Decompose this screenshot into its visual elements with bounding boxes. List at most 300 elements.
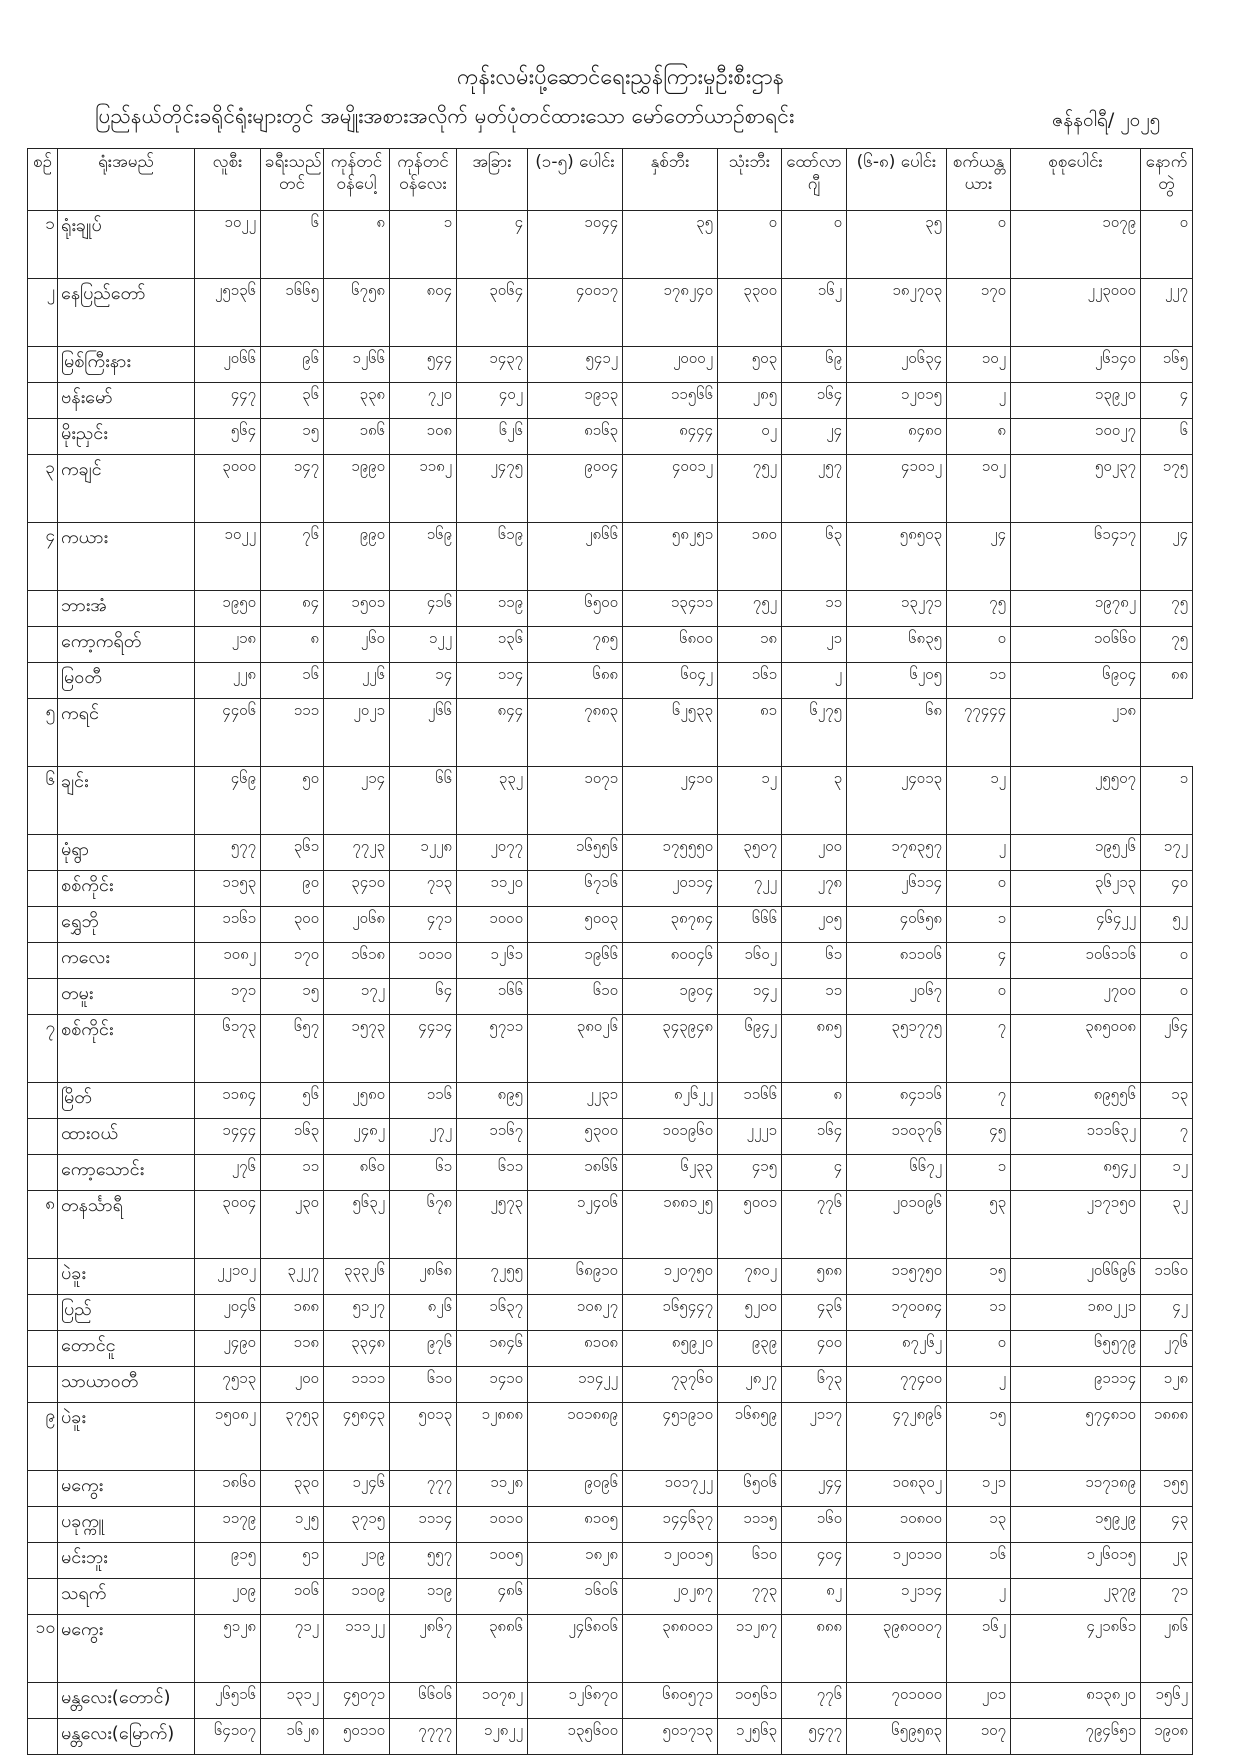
table-cell: ၁၁၆၁ [195, 907, 261, 943]
column-header: ထော်လာဂျီ [782, 149, 847, 211]
table-cell: ၉၉၀ [324, 523, 390, 591]
table-cell: ၁၀၀၂၇ [1011, 419, 1141, 455]
table-cell: ၁၀၁၀ [457, 1507, 528, 1543]
table-cell: ၂၆၅၁၆ [195, 1683, 261, 1719]
table-cell: ၄၂၁၈၆၁ [1011, 1615, 1141, 1683]
office-name: ကချင် [58, 455, 195, 523]
table-cell: ၅၈၂၅၁ [623, 523, 718, 591]
table-cell: ၆၉၀၄ [1011, 663, 1141, 699]
table-cell: ၂၁၄ [324, 767, 390, 835]
column-header: သုံးဘီး [718, 149, 782, 211]
table-cell: ၁၇၈၃၅၇ [847, 835, 947, 871]
table-cell: ၂ [782, 663, 847, 699]
table-cell: ၁၇၂ [1141, 835, 1193, 871]
office-name: စစ်ကိုင်း [58, 871, 195, 907]
table-cell: ၁၇၅၅၅၀ [623, 835, 718, 871]
table-cell: ၆၁၇၃ [195, 1015, 261, 1083]
table-cell: ၁၂၁၁၄ [847, 1579, 947, 1615]
row-number [28, 943, 58, 979]
table-cell: ၂၀၅ [782, 907, 847, 943]
row-number [28, 1155, 58, 1191]
office-name: မကွေး [58, 1615, 195, 1683]
table-cell: ၈၀၄ [390, 279, 457, 347]
table-cell: ၇၂၀ [390, 383, 457, 419]
table-cell: ၁၀၂ [947, 455, 1011, 523]
table-cell: ၂၀၁၀၉၆ [847, 1191, 947, 1259]
table-cell: ၂၄၄ [782, 1471, 847, 1507]
table-cell: ၁၃၉၂၀ [1011, 383, 1141, 419]
table-cell: ၃၈၈၆ [457, 1615, 528, 1683]
table-cell: ၆၂၃၃ [623, 1155, 718, 1191]
row-number [28, 1119, 58, 1155]
table-cell: ၅၆၃၂ [324, 1191, 390, 1259]
table-cell: ၁၀၄၄ [528, 211, 623, 279]
table-cell: ၃၃၃၂၆ [324, 1259, 390, 1295]
table-cell: ၄၈၆ [457, 1579, 528, 1615]
table-cell: ၈၈၅ [782, 1015, 847, 1083]
table-cell: ၁၂၅၆၃ [718, 1719, 782, 1755]
table-cell: ၁၂၆၀၁၅ [1011, 1543, 1141, 1579]
table-cell: ၆၁ [390, 1155, 457, 1191]
table-cell: ၁၃၅၆၀၀ [528, 1719, 623, 1755]
table-cell: ၈၅၄၂ [1011, 1155, 1141, 1191]
row-number: ၈ [28, 1191, 58, 1259]
table-cell: ၁၁၆၀ [1141, 1259, 1193, 1295]
table-cell: ၇၂၂ [718, 871, 782, 907]
table-cell: ၆၉ [782, 347, 847, 383]
row-number [28, 347, 58, 383]
table-cell: ၅၁ [261, 1543, 324, 1579]
table-cell: ၃၈၈၀၀၁ [623, 1615, 718, 1683]
table-cell: ၂၅၁၃၆ [195, 279, 261, 347]
table-cell: ၁၇၂ [324, 979, 390, 1015]
row-number [28, 907, 58, 943]
table-cell: ၆၅၇ [261, 1015, 324, 1083]
table-row [28, 871, 1193, 907]
table-cell: ၁၆၃ [261, 1119, 324, 1155]
table-cell: ၁၅၉၂၉ [1011, 1507, 1141, 1543]
table-row [28, 1015, 1193, 1083]
table-cell: ၁၂ [947, 767, 1011, 835]
office-name: ပြည် [58, 1295, 195, 1331]
table-cell: ၇၁၃ [390, 871, 457, 907]
column-header: နောက်တွဲ [1141, 149, 1193, 211]
table-row [28, 279, 1193, 347]
table-cell: ၅၈၈ [782, 1259, 847, 1295]
table-cell: ၁၄၄၆၃၇ [623, 1507, 718, 1543]
table-cell: ၁၁ [947, 663, 1011, 699]
table-cell: ၁၆၉ [390, 523, 457, 591]
table-cell: ၈၉၅ [457, 1083, 528, 1119]
table-cell: ၁၁၇၁၈၉ [1011, 1471, 1141, 1507]
table-cell: ၁၆၂ [782, 279, 847, 347]
table-cell: ၅၀၂၃၇ [1011, 455, 1141, 523]
table-cell: ၄၅၁၉၁၀ [623, 1403, 718, 1471]
table-cell: ၄၀၀ [782, 1331, 847, 1367]
table-cell: ၁၉၆၆ [528, 943, 623, 979]
table-cell: ၁၁၄၂၂ [528, 1367, 623, 1403]
table-cell: ၁၈၂၇၀၃ [847, 279, 947, 347]
table-cell: ၄၀၂ [457, 383, 528, 419]
table-row [28, 1191, 1193, 1259]
table-cell: ၅၀၀၁ [718, 1191, 782, 1259]
table-cell: ၆၈၈ [528, 663, 623, 699]
office-name: မြိတ် [58, 1083, 195, 1119]
table-cell: ၁၂၆၆ [324, 347, 390, 383]
table-cell: ၂၀၀ [261, 1367, 324, 1403]
table-cell: ၄၆၉ [195, 767, 261, 835]
table-cell: ၁၇၀ [261, 943, 324, 979]
row-number [28, 871, 58, 907]
table-cell: ၇၀၁၀၀၀ [847, 1683, 947, 1719]
office-name: မိုးညှင်း [58, 419, 195, 455]
table-row [28, 523, 1193, 591]
table-cell: ၅၀၃ [718, 347, 782, 383]
table-cell: ၁၂၄၀၆ [528, 1191, 623, 1259]
table-cell: ၃၅၀၇ [718, 835, 782, 871]
table-cell: ၁၅ [261, 979, 324, 1015]
table-cell: ၁၂၈၂၂ [457, 1719, 528, 1755]
table-row [28, 591, 1193, 627]
table-cell: ၈၄ [261, 591, 324, 627]
table-row [28, 1507, 1193, 1543]
table-cell: ၀ [718, 211, 782, 279]
table-cell: ၂၀၇၇ [457, 835, 528, 871]
table-cell: ၅၃ [947, 1191, 1011, 1259]
table-cell: ၁၂၈၈၈ [457, 1403, 528, 1471]
table-cell: ၁၆၅ [1141, 347, 1193, 383]
table-cell: ၂၄၇၅ [457, 455, 528, 523]
table-cell: ၁၂ [1141, 1155, 1193, 1191]
table-cell: ၁၅ [947, 1259, 1011, 1295]
table-cell: ၈၁ [718, 699, 782, 767]
table-cell: ၁၁ [782, 591, 847, 627]
table-cell: ၅၁၂၈ [195, 1615, 261, 1683]
table-cell: ၂၅၇ [782, 455, 847, 523]
table-cell: ၁၂၂၈ [390, 835, 457, 871]
table-cell: ၆၇၈ [390, 1191, 457, 1259]
column-header: ကုန်တင်ဝန်ပေါ့ [324, 149, 390, 211]
table-cell: ၃၂၂၇ [261, 1259, 324, 1295]
table-cell: ၄၇၂၈၉၆ [847, 1403, 947, 1471]
table-cell: ၆၄ [390, 979, 457, 1015]
table-cell: ၁၈၈၈ [1141, 1403, 1193, 1471]
table-cell: ၇၅ [947, 591, 1011, 627]
table-cell: ၆၈၀၀ [623, 627, 718, 663]
table-row [28, 1683, 1193, 1719]
office-name: ပခုက္ကူ [58, 1507, 195, 1543]
table-cell: ၂၁၈ [1011, 699, 1141, 767]
table-row [28, 1295, 1193, 1331]
table-cell: ၈၅၉၂၀ [623, 1331, 718, 1367]
row-number: ၆ [28, 767, 58, 835]
table-cell: ၁၈၈၁၂၅ [623, 1191, 718, 1259]
table-cell: ၁၆၀၂ [718, 943, 782, 979]
table-cell: ၈၁၁၀၆ [847, 943, 947, 979]
table-cell: ၆၆၆ [718, 907, 782, 943]
table-cell: ၂၄ [947, 523, 1011, 591]
table-cell: ၂၈၆၇ [390, 1615, 457, 1683]
table-cell: ၄၀ [1141, 871, 1193, 907]
office-name: ဘားအံ [58, 591, 195, 627]
table-cell: ၇၇၇ [390, 1471, 457, 1507]
row-number [28, 1543, 58, 1579]
table-cell: ၇၇၆ [782, 1191, 847, 1259]
column-header: အခြား [457, 149, 528, 211]
table-cell: ၁၁၄ [457, 663, 528, 699]
table-cell: ၁၃ [1141, 1083, 1193, 1119]
table-cell: ၁၉၇၈၂ [1011, 591, 1141, 627]
table-cell: ၁၀၂၂ [195, 523, 261, 591]
table-cell: ၀ [947, 1331, 1011, 1367]
table-cell: ၅၈၅၀၃ [847, 523, 947, 591]
table-cell: ၃၃၀ [261, 1471, 324, 1507]
office-name: သရက် [58, 1579, 195, 1615]
table-cell: ၂၇၆ [1141, 1331, 1193, 1367]
table-row [28, 211, 1193, 279]
table-cell: ၂၆၆ [390, 699, 457, 767]
table-row [28, 1403, 1193, 1471]
table-cell: ၀ [782, 211, 847, 279]
table-cell: ၇ [947, 1083, 1011, 1119]
table-cell: ၁၁၆ [390, 1083, 457, 1119]
table-cell: ၂၀၁ [947, 1683, 1011, 1719]
office-name: သာယာဝတီ [58, 1367, 195, 1403]
table-cell: ၈၁၀၈ [528, 1331, 623, 1367]
table-cell: ၁၀၆ [261, 1579, 324, 1615]
table-cell: ၁၀၁၉၆၀ [623, 1119, 718, 1155]
table-cell: ၃၃၄၈ [324, 1331, 390, 1367]
table-cell: ၁၁၈၂ [390, 455, 457, 523]
table-cell: ၁၈၆ [324, 419, 390, 455]
table-row [28, 663, 1193, 699]
table-cell: ၁၁၆၆ [718, 1083, 782, 1119]
table-cell: ၂၀၆၆ [195, 347, 261, 383]
table-cell: ၃၄၃၉၄၈ [623, 1015, 718, 1083]
table-row [28, 1119, 1193, 1155]
table-cell: ၂၈၆ [1141, 1615, 1193, 1683]
table-cell: ၀ [947, 979, 1011, 1015]
table-cell: ၂၂၈ [195, 663, 261, 699]
table-cell: ၆၂၅၃၃ [623, 699, 718, 767]
table-cell: ၁၀၀၀ [457, 907, 528, 943]
table-cell: ၁၀၈၂၇ [528, 1295, 623, 1331]
table-cell: ၁၀၇၉ [1011, 211, 1141, 279]
table-cell: ၁၈ [718, 627, 782, 663]
table-cell: ၈၆၀ [324, 1155, 390, 1191]
table-cell: ၄၅၈၄၃ [324, 1403, 390, 1471]
table-cell: ၁ [947, 1155, 1011, 1191]
table-cell: ၈၄၄၄ [623, 419, 718, 455]
table-cell: ၅၄၇၇ [782, 1719, 847, 1755]
row-number: ၇ [28, 1015, 58, 1083]
table-cell: ၁၁၇၉ [195, 1507, 261, 1543]
column-header: ခရီးသည်တင် [261, 149, 324, 211]
table-cell: ၇၈၈၃ [528, 699, 623, 767]
table-cell: ၆၁၁ [457, 1155, 528, 1191]
table-cell: ၈ [261, 627, 324, 663]
table-cell: ၂၄ [1141, 523, 1193, 591]
table-cell: ၁၂၆၈၇၀ [528, 1683, 623, 1719]
table-cell: ၂၀၄၆ [195, 1295, 261, 1331]
table-cell: ၅၇၇ [195, 835, 261, 871]
table-cell: ၅၃၀၀ [528, 1119, 623, 1155]
table-cell: ၆၉၄၂ [718, 1015, 782, 1083]
table-cell: ၂၅၅၀၇ [1011, 767, 1141, 835]
table-cell: ၉၀ [261, 871, 324, 907]
table-cell: ၃၄၁၀ [324, 871, 390, 907]
table-cell: ၂၁၇၁၅၀ [1011, 1191, 1141, 1259]
table-cell: ၈ [947, 419, 1011, 455]
table-row [28, 699, 1193, 767]
document-title: ကုန်းလမ်းပို့ဆောင်ရေးညွှန်ကြားမှုဦးစီးဌာန [456, 65, 785, 90]
table-cell: ၇၇၄၄၄ [947, 699, 1011, 767]
table-cell: ၁၅ [947, 1403, 1011, 1471]
office-name: ပဲခူး [58, 1403, 195, 1471]
table-cell: ၅၀ [261, 767, 324, 835]
table-row [28, 1083, 1193, 1119]
table-cell: ၃၀၀၄ [195, 1191, 261, 1259]
table-cell: ၁၉၀၈ [1141, 1719, 1193, 1755]
table-cell: ၁၁၁ [261, 699, 324, 767]
table-cell: ၁၂၂ [390, 627, 457, 663]
office-name: တနင်္သာရီ [58, 1191, 195, 1259]
table-cell: ၁၁၂၈ [457, 1471, 528, 1507]
row-number [28, 591, 58, 627]
table-cell: ၁၅၅ [1141, 1471, 1193, 1507]
table-cell: ၆၁ [782, 943, 847, 979]
table-cell: ၇၅၁၃ [195, 1367, 261, 1403]
table-cell: ၅၀၁၃ [390, 1403, 457, 1471]
table-row [28, 627, 1193, 663]
table-cell: ၇၅ [1141, 591, 1193, 627]
column-header: နှစ်ဘီး [623, 149, 718, 211]
table-cell: ၀ [1141, 979, 1193, 1015]
table-cell: ၄၅၀၇၁ [324, 1683, 390, 1719]
table-cell: ၂ [947, 1579, 1011, 1615]
table-cell: ၁၂၀၁၅ [847, 383, 947, 419]
table-cell: ၁၀၆၁၁၆ [1011, 943, 1141, 979]
table-cell: ၂၀၀ [782, 835, 847, 871]
table-cell: ၂၄၁၀ [623, 767, 718, 835]
office-name: ရုံးချုပ် [58, 211, 195, 279]
column-header: စုစုပေါင်း [1011, 149, 1141, 211]
table-cell: ၂၄၉၀ [195, 1331, 261, 1367]
table-cell: ၆၅၅၇၉ [1011, 1331, 1141, 1367]
table-row [28, 455, 1193, 523]
table-cell: ၈၁၆၃ [528, 419, 623, 455]
table-cell: ၂၄၈၂ [324, 1119, 390, 1155]
row-number [28, 419, 58, 455]
row-number [28, 1507, 58, 1543]
table-cell: ၁၁၂၈၇ [718, 1615, 782, 1683]
office-name: ကယား [58, 523, 195, 591]
table-cell: ၁၀၈၀၀ [847, 1507, 947, 1543]
table-cell: ၁၄၃၇ [457, 347, 528, 383]
table-cell: ၁၀၇၈၂ [457, 1683, 528, 1719]
table-cell: ၁၆၄ [782, 383, 847, 419]
table-cell: ၁၆၈၅၉ [718, 1403, 782, 1471]
table-cell: ၃၆၁ [261, 835, 324, 871]
table-cell: ၁၁၈၄ [195, 1083, 261, 1119]
table-cell: ၁၀၈၃၀၂ [847, 1471, 947, 1507]
table-cell: ၀ [1141, 943, 1193, 979]
table-cell: ၁၆၂၈ [261, 1719, 324, 1755]
office-name: တောင်ငူ [58, 1331, 195, 1367]
table-cell: ၀၂ [718, 419, 782, 455]
table-cell: ၂၀၉ [195, 1579, 261, 1615]
table-cell: ၂၅၈၀ [324, 1083, 390, 1119]
table-row [28, 907, 1193, 943]
table-cell: ၈၁၃၈၂၀ [1011, 1683, 1141, 1719]
table-cell: ၁၀၂၂ [195, 211, 261, 279]
office-name: နေပြည်တော် [58, 279, 195, 347]
table-header-row [28, 149, 1193, 211]
table-cell: ၁ [1141, 767, 1193, 835]
table-cell: ၁၁ [782, 979, 847, 1015]
row-number [28, 627, 58, 663]
row-number [28, 1719, 58, 1755]
table-cell: ၁၁ [947, 1295, 1011, 1331]
table-cell: ၇၇၆ [782, 1683, 847, 1719]
office-name: ဗန်းမော် [58, 383, 195, 419]
table-cell: ၁၀၇၁ [528, 767, 623, 835]
table-cell: ၆ [261, 211, 324, 279]
table-row [28, 767, 1193, 835]
table-cell: ၁၂ [718, 767, 782, 835]
row-number: ၁၀ [28, 1615, 58, 1683]
table-row [28, 1615, 1193, 1683]
table-cell: ၉၁၅ [195, 1543, 261, 1579]
table-cell: ၁၃၂၇၁ [847, 591, 947, 627]
table-cell: ၁၁၉ [457, 591, 528, 627]
table-cell: ၉၁၁၁၄ [1011, 1367, 1141, 1403]
table-cell: ၈၈ [1141, 663, 1193, 699]
table-cell: ၁၆၀၆ [528, 1579, 623, 1615]
table-cell: ၂၂၂၁ [718, 1119, 782, 1155]
table-cell: ၂၀၀၀၂ [623, 347, 718, 383]
table-cell: ၃၅ [623, 211, 718, 279]
table-cell: ၁၉၉၀ [324, 455, 390, 523]
table-cell: ၂၂၁၀၂ [195, 1259, 261, 1295]
table-cell: ၈ [782, 1083, 847, 1119]
table-cell: ၈၂၆ [390, 1295, 457, 1331]
table-cell: ၁၆၁ [718, 663, 782, 699]
table-cell: ၀ [947, 871, 1011, 907]
table-row [28, 835, 1193, 871]
table-cell: ၀ [1141, 211, 1193, 279]
table-cell: ၆၃ [782, 523, 847, 591]
row-number: ၅ [28, 699, 58, 767]
table-cell: ၄၄၁၄ [390, 1015, 457, 1083]
table-cell: ၃၀၆၄ [457, 279, 528, 347]
table-cell: ၁၂၁ [947, 1471, 1011, 1507]
table-cell: ၂၀၂၁ [324, 699, 390, 767]
table-cell: ၅၂ [1141, 907, 1193, 943]
table-cell: ၁၆၆ [457, 979, 528, 1015]
table-cell: ၇၅၂ [718, 591, 782, 627]
table-cell: ၄၃ [1141, 1507, 1193, 1543]
table-cell: ၂၇၀၀ [1011, 979, 1141, 1015]
table-cell: ၂၀၆၃၄ [847, 347, 947, 383]
table-cell: ၅၄၁၂ [528, 347, 623, 383]
table-row [28, 1579, 1193, 1615]
table-row [28, 1367, 1193, 1403]
table-cell: ၂ [947, 835, 1011, 871]
table-cell: ၈ [324, 211, 390, 279]
table-cell: ၃၈၇၈၄ [623, 907, 718, 943]
table-cell: ၆၁၀ [390, 1367, 457, 1403]
